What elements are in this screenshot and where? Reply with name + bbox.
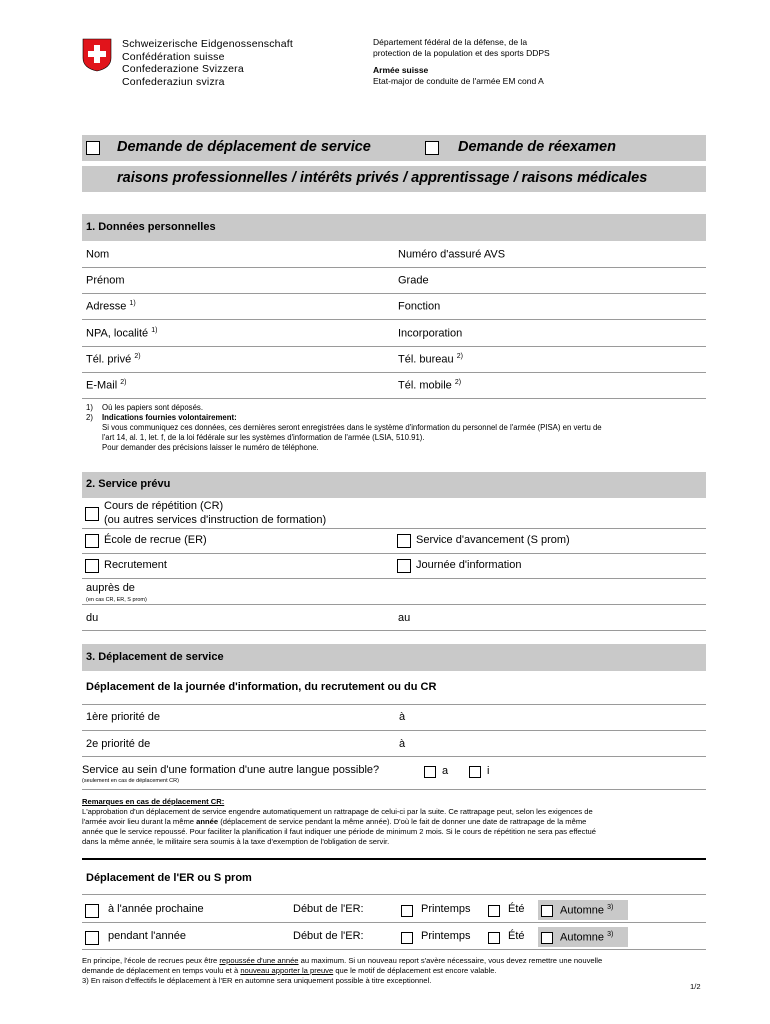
field-label-left-4 xyxy=(86,353,141,366)
du-label: du xyxy=(86,612,99,624)
divider xyxy=(82,922,706,923)
checkbox-er-row-1[interactable] xyxy=(85,931,99,945)
field-label-sup: 2) xyxy=(120,379,127,386)
section1-notes xyxy=(86,403,602,453)
priority2-a: à xyxy=(399,738,406,750)
logo-line-1: Schweizerische Eidgenossenschaft xyxy=(122,38,293,50)
field-label-left-5 xyxy=(86,379,126,392)
section2-title: 2. Service prévu xyxy=(86,478,171,490)
automne-label xyxy=(560,904,613,917)
note2-line-2: l'art 14, al. 1, let. f, de la loi fédérale sur les systèmes d'information de l'armée (LSIA, 510.91). xyxy=(102,433,425,442)
checkbox-journee[interactable] xyxy=(397,559,411,573)
divider xyxy=(82,528,706,529)
er-label: École de recrue (ER) xyxy=(104,534,207,546)
field-label-text: Adresse xyxy=(86,300,127,313)
checkbox-printemps[interactable] xyxy=(401,932,413,944)
note2-line-1: Si vous communiquez ces données, ces dernières seront enregistrées dans le système d'information du personnel de l'armée (PISA) en vertu de xyxy=(102,423,602,432)
field-label-text: Tél. bureau xyxy=(398,353,454,366)
title-option-reexamen: Demande de réexamen xyxy=(458,139,616,155)
remarks-line-2c: (déplacement de service pendant la même année). D'où le fait de donner une date de rattrapage de la même xyxy=(218,817,587,826)
footnote-line-1a: En principe, l'école de recrues peux être xyxy=(82,956,220,965)
debut-label: Début de l'ER: xyxy=(293,930,364,942)
field-underline[interactable] xyxy=(82,293,706,294)
checkbox-deplacement[interactable] xyxy=(86,141,100,155)
department-line-2: protection de la population et des sports DDPS xyxy=(373,47,550,58)
divider-strong xyxy=(82,858,706,860)
field-label-left-2 xyxy=(86,300,136,313)
swiss-shield-icon xyxy=(82,38,112,72)
note2-line-3: Pour demander des précisions laisser le numéro de téléphone. xyxy=(102,443,319,452)
checkbox-langue-a[interactable] xyxy=(424,766,436,778)
footnote-line-2a: demande de déplacement en temps voulu et à xyxy=(82,966,241,975)
priority1-label: 1ère priorité de xyxy=(86,711,160,723)
footnote-line-2b: nouveau apporter la preuve xyxy=(240,966,334,975)
remarks-line-3: année que le service repoussé. Pour faciliter la planification il faut indiquer une période de minimum 2 mois. Si le cours de répétition ne sera pas effectué xyxy=(82,827,596,836)
army-name: Armée suisse xyxy=(373,65,429,75)
field-label-text: Grade xyxy=(398,274,429,287)
remarks-title: Remarques en cas de déplacement CR: xyxy=(82,797,225,806)
er-row-label: à l'année prochaine xyxy=(108,903,204,915)
field-label-right-5 xyxy=(398,379,461,392)
checkbox-er[interactable] xyxy=(85,534,99,548)
divider xyxy=(82,578,706,579)
confederation-names xyxy=(122,38,293,88)
divider xyxy=(82,704,706,705)
divider xyxy=(82,553,706,554)
field-label-text: Tél. mobile xyxy=(398,379,452,392)
field-underline[interactable] xyxy=(82,398,706,399)
checkbox-sprom[interactable] xyxy=(397,534,411,548)
field-label-left-0 xyxy=(86,248,109,261)
checkbox-ete[interactable] xyxy=(488,932,500,944)
divider xyxy=(82,630,706,631)
field-underline[interactable] xyxy=(82,372,706,373)
field-label-text: Fonction xyxy=(398,300,441,313)
staff-name: Etat-major de conduite de l'armée EM cond A xyxy=(373,75,544,86)
remarks-line-1: L'approbation d'un déplacement de service engendre automatiquement un rattrapage de celui-ci par la suite. Ce rattrapage peut, selon les exigences de xyxy=(82,807,593,816)
section3-title: 3. Déplacement de service xyxy=(86,651,224,663)
checkbox-recrutement[interactable] xyxy=(85,559,99,573)
checkbox-printemps[interactable] xyxy=(401,905,413,917)
footnote-line-2c: que le motif de déplacement est encore valable. xyxy=(333,966,497,975)
cr-line-1: Cours de répétition (CR) xyxy=(104,500,224,512)
field-label-text: Tél. privé xyxy=(86,353,132,366)
sub-heading-er: Déplacement de l'ER ou S prom xyxy=(86,872,252,884)
automne-text: Automne xyxy=(560,904,605,917)
section1-title: 1. Données personnelles xyxy=(86,221,216,233)
section2-header xyxy=(82,472,706,498)
field-label-sup: 1) xyxy=(129,300,136,307)
divider xyxy=(82,756,706,757)
checkbox-automne[interactable] xyxy=(541,905,553,917)
field-label-right-1 xyxy=(398,274,429,287)
page-number: 1/2 xyxy=(690,982,701,991)
field-label-sup: 2) xyxy=(134,353,141,360)
ete-label: Été xyxy=(508,903,525,915)
automne-text: Automne xyxy=(560,931,605,944)
remarks-line-2b: année xyxy=(196,817,219,826)
aupres-label: auprès de xyxy=(86,582,135,594)
automne-sup: 3) xyxy=(607,904,614,911)
sub-heading-cr: Déplacement de la journée d'information, du recrutement ou du CR xyxy=(86,681,437,693)
aupres-note: (en cas CR, ER, S prom) xyxy=(86,597,147,603)
debut-label: Début de l'ER: xyxy=(293,903,364,915)
remarks-line-2a: l'armée avoir lieu durant la même xyxy=(82,817,197,826)
footnote-block xyxy=(82,956,602,986)
langue-i-label: i xyxy=(487,765,490,777)
divider xyxy=(82,789,706,790)
printemps-label: Printemps xyxy=(421,903,471,915)
checkbox-automne[interactable] xyxy=(541,932,553,944)
note2-number: 2) xyxy=(86,413,93,422)
divider xyxy=(82,604,706,605)
field-label-text: E-Mail xyxy=(86,379,118,392)
field-underline[interactable] xyxy=(82,319,706,320)
automne-label xyxy=(560,931,613,944)
journee-label: Journée d'information xyxy=(416,559,522,571)
divider xyxy=(82,894,706,895)
field-label-left-3 xyxy=(86,327,157,340)
langue-note: (seulement en cas de déplacement CR) xyxy=(82,778,179,784)
checkbox-ete[interactable] xyxy=(488,905,500,917)
field-label-right-4 xyxy=(398,353,463,366)
automne-sup: 3) xyxy=(607,931,614,938)
reasons-text: raisons professionnelles / intérêts privés / apprentissage / raisons médicales xyxy=(117,170,648,186)
printemps-label: Printemps xyxy=(421,930,471,942)
field-label-text: Prénom xyxy=(86,274,125,287)
note1-text: Où les papiers sont déposés. xyxy=(102,403,203,412)
field-label-right-3 xyxy=(398,327,462,340)
footnote-line-3: 3) En raison d'effectifs le déplacement à l'ER en automne sera uniquement possible à titre exceptionnel. xyxy=(82,976,432,985)
logo-line-2: Confédération suisse xyxy=(122,50,225,63)
field-label-sup: 2) xyxy=(456,353,463,360)
field-label-right-2 xyxy=(398,300,440,313)
field-underline[interactable] xyxy=(82,267,706,268)
remarks-line-4: dans la même année, le militaire sera soumis à la taxe d'exemption de l'obligation de servir. xyxy=(82,837,390,846)
ete-label: Été xyxy=(508,930,525,942)
field-label-left-1 xyxy=(86,274,125,287)
field-underline[interactable] xyxy=(82,346,706,347)
checkbox-reexamen[interactable] xyxy=(425,141,439,155)
checkbox-er-row-0[interactable] xyxy=(85,904,99,918)
field-label-text: NPA, localité xyxy=(86,327,149,340)
au-label: au xyxy=(398,612,411,624)
langue-a-label: a xyxy=(442,765,449,777)
field-label-sup: 1) xyxy=(151,327,158,334)
swiss-logo xyxy=(82,38,112,72)
department-line-1: Département fédéral de la défense, de la xyxy=(373,37,528,47)
logo-line-4: Confederaziun svizra xyxy=(122,75,225,88)
divider xyxy=(82,949,706,950)
remarks-block xyxy=(82,797,596,847)
field-label-text: Incorporation xyxy=(398,327,463,340)
department-block xyxy=(373,37,550,86)
checkbox-cr[interactable] xyxy=(85,507,99,521)
logo-line-3: Confederazione Svizzera xyxy=(122,63,244,75)
sprom-label: Service d'avancement (S prom) xyxy=(416,534,570,546)
field-label-text: Numéro d'assuré AVS xyxy=(398,248,506,261)
field-label-right-0 xyxy=(398,248,505,261)
checkbox-langue-i[interactable] xyxy=(469,766,481,778)
cr-line-2: (ou autres services d'instruction de formation) xyxy=(104,513,327,526)
recrutement-label: Recrutement xyxy=(104,559,167,571)
footnote-line-1c: au maximum. Si un nouveau report s'avère nécessaire, vous devez remettre une nouvelle xyxy=(298,956,603,965)
divider xyxy=(82,730,706,731)
note1-number: 1) xyxy=(86,403,93,412)
cr-label xyxy=(104,500,326,527)
langue-question: Service au sein d'une formation d'une autre langue possible? xyxy=(82,764,380,776)
footnote-line-1b: repoussée d'une année xyxy=(219,956,299,965)
field-label-text: Nom xyxy=(86,248,110,261)
note2-title: Indications fournies volontairement: xyxy=(102,413,237,422)
priority2-label: 2e priorité de xyxy=(86,738,151,750)
priority1-a: à xyxy=(399,711,406,723)
title-option-deplacement: Demande de déplacement de service xyxy=(117,139,371,155)
field-label-sup: 2) xyxy=(454,379,462,386)
er-row-label: pendant l'année xyxy=(108,930,186,942)
